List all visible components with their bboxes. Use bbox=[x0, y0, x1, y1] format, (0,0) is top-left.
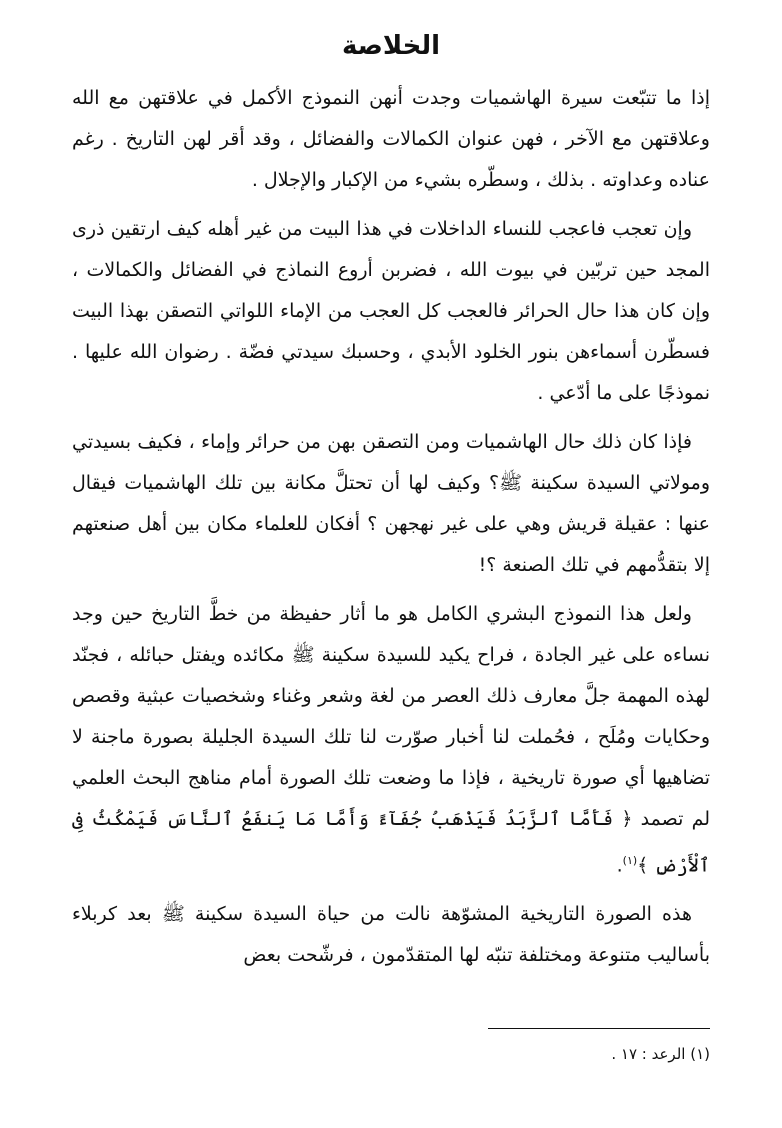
paragraph-1: إذا ما تتبّعت سيرة الهاشميات وجدت أنهن النموذج الأكمل في علاقتهن مع الله وعلاقتهن مع الآخر ، فهن عنوان الكمالات والفضائل ، وقد أقر لهن التاريخ . رغم عناده وعداوته . بذلك ، وسطّره بشيء من الإكبار والإجلال . bbox=[72, 87, 710, 191]
paragraph-3: فإذا كان ذلك حال الهاشميات ومن التصقن بهن من حرائر وإماء ، فكيف بسيدتي ومولاتي السيدة سكينة ﷺ؟ وكيف لها أن تحتلَّ مكانة بين تلك الهاشميات فيقال عنها : عقيلة قريش وهي على غير نهجهن ؟ أفكان للعلماء مكان بين أهل صنعتهم إلا بتقدُّمهم في تلك الصنعة ؟! bbox=[72, 431, 710, 576]
paragraph-5: هذه الصورة التاريخية المشوّهة نالت من حياة السيدة سكينة ﷺ بعد كربلاء بأساليب متنوعة ومختلفة تنبّه لها المتقدّمون ، فرشّحت بعض bbox=[72, 903, 710, 967]
paragraph-4 bbox=[72, 594, 710, 886]
footnote-reference[interactable]: (١) bbox=[622, 854, 638, 867]
page-title: الخلاصة bbox=[341, 31, 441, 61]
paragraph-4-text: ولعل هذا النموذج البشري الكامل هو ما أثار حفيظة من خطَّ التاريخ حين وجد نساءه على غير الجادة ، فراح يكيد للسيدة سكينة ﷺ مكائده ويفتل حبائله ، فجنّد لهذه المهمة جلَّ معارف ذلك العصر من لغة وشعر وغناء وشخصيات عبثية وقصص وحكايات ومُلَح ، فحُملت لنا أخبار صوّرت لنا تلك السيدة الجليلة بصورة ماجنة لا تضاهيها أي صورة تاريخية ، فإذا ما وضعت تلك الصورة أمام مناهج البحث العلمي لم تصمد bbox=[72, 603, 711, 830]
paragraph-2: وإن تعجب فاعجب للنساء الداخلات في هذا البيت من غير أهله كيف ارتقين ذرى المجد حين تربّين في بيوت الله ، فضربن أروع النماذج في الفضائل والكمالات ، وإن كان هذا حال الحرائر فالعجب كل العجب من الإماء اللواتي التصقن بهذا البيت فسطّرن أسماءهن بنور الخلود الأبدي ، وحسبك سيدتي فضّة . رضوان الله عليها . نموذجًا على ما أدّعي . bbox=[72, 218, 710, 404]
footnote: (١) الرعد : ١٧ . bbox=[611, 1045, 710, 1063]
footnote-divider bbox=[488, 1028, 710, 1029]
quran-verse: ﴿ فَأَمَّا ٱلزَّبَدُ فَيَذْهَبُ جُفَآءً وَأَمَّا مَا يَنفَعُ ٱلنَّاسَ فَيَمْكُثُ فِى ٱلْأَرْضِ ﴾ bbox=[72, 808, 710, 877]
paragraph-4-end: . bbox=[616, 854, 623, 877]
